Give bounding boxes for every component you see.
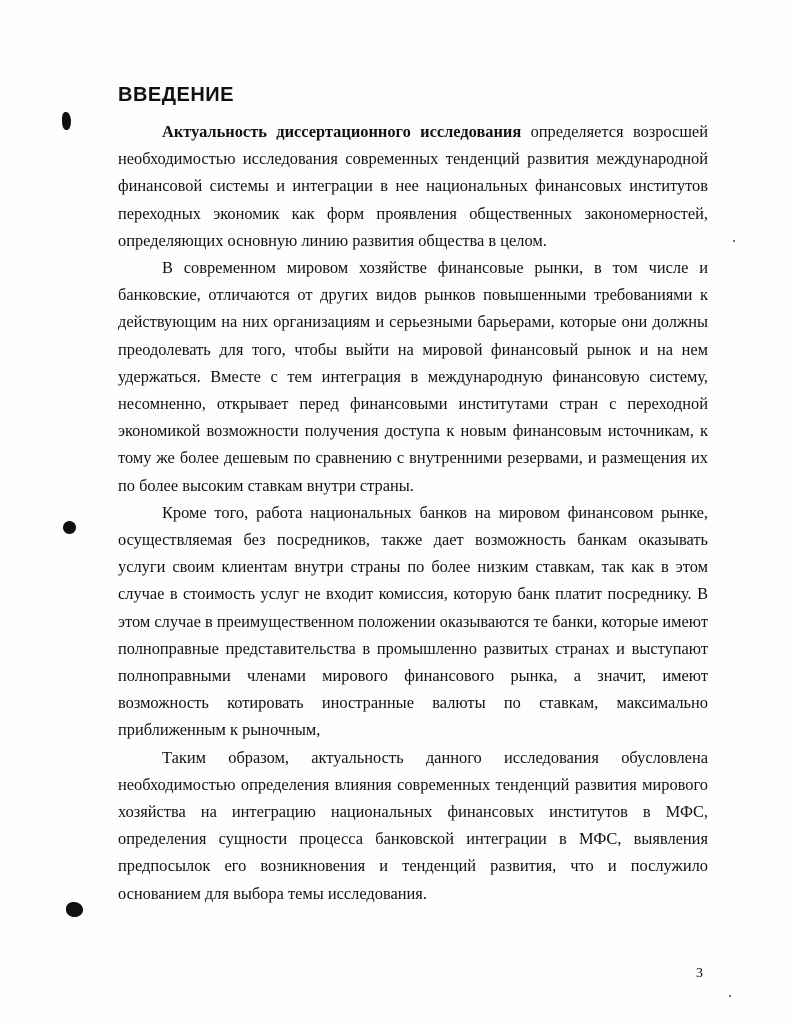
body-text bbox=[118, 118, 708, 907]
page-number: 3 bbox=[696, 966, 703, 981]
paragraph-relevance bbox=[118, 118, 708, 254]
scan-hole-punch-mark bbox=[63, 521, 76, 534]
paragraph-financial-markets: В современном мировом хозяйстве финансовые рынки, в том числе и банковские, отличаются от других видов рынков повышенными требованиями к действующим на них организациям и серьезными барьерами, которые они должны преодолевать для того, чтобы выйти на мировой финансовый рынок и на нем удержаться. Вместе с тем интеграция в международную финансовую систему, несомненно, открывает перед финансовыми институтами стран с переходной экономикой возможности получения доступа к новым финансовым источникам, к тому же более дешевым по сравнению с внутренними резервами, и размещения их по более высоким ставкам внутри страны. bbox=[118, 258, 708, 495]
scan-hole-punch-mark bbox=[66, 902, 83, 917]
paragraph-bold-lead: Актуальность диссертационного исследования bbox=[162, 122, 522, 141]
scan-hole-punch-mark bbox=[62, 112, 71, 130]
paragraph-text: определяется возросшей необходимостью исследования современных тенденций развития международной финансовой системы и интеграции в нее национальных финансовых институтов переходных экономик как форм проявления общественных закономерностей, определяющих основную линию развития общества в целом. bbox=[118, 122, 708, 250]
scan-speck bbox=[729, 995, 731, 997]
paragraph-national-banks: Кроме того, работа национальных банков на мировом финансовом рынке, осуществляемая без посредников, также дает возможность банкам оказывать услуги своим клиентам внутри страны по более низким ставкам, так как в этом случае в стоимость услуг не входит комиссия, которую банк платит посреднику. В этом случае в преимущественном положении оказываются те банки, которые имеют полноправные представительства в промышленно развитых странах и выступают полноправными членами мирового финансового рынка, а значит, имеют возможность котировать иностранные валюты по ставкам, максимально приближенным к рыночным, bbox=[118, 502, 708, 740]
page-heading: ВВЕДЕНИЕ bbox=[118, 84, 234, 106]
paragraph-conclusion: Таким образом, актуальность данного исследования обусловлена необходимостью определения влияния современных тенденций развития мирового хозяйства на интеграцию национальных финансовых институтов в МФС, определения сущности процесса банковской интеграции в МФС, выявления предпосылок его возникновения и тенденций развития, что и послужило основанием для выбора темы исследования. bbox=[118, 747, 708, 903]
scan-speck bbox=[733, 240, 735, 242]
